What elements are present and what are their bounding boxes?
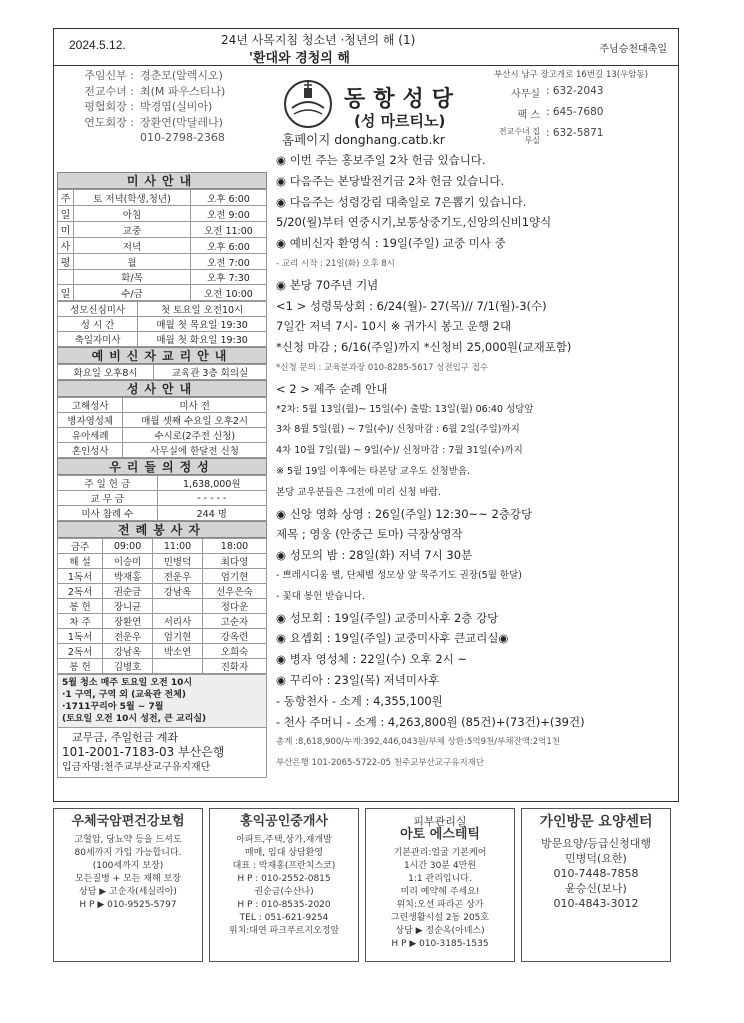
feast-day: 주님승천대축일 (599, 44, 667, 55)
table-row: 성 시 간 매월 첫 목요일 19:30 (58, 317, 267, 332)
account-holder: 입금자명:천주교부산교구유지재단 (62, 762, 211, 773)
catechumen-title: 예비신자교리안내 (57, 347, 267, 364)
table-row: 화요일 오후8시 교육관 3층 회의실 (58, 365, 267, 380)
homepage-link[interactable]: 홈페이지 donghang.catb.kr (282, 132, 445, 147)
cleaning-notice: 5월 청소 매주 토요일 오전 10시 ·1 구역, 구역 외 (교육관 전체) ·1711꾸리아 5월 ~ 7월 (토요일 오전 10시 성전, 큰 교리실) (57, 674, 267, 728)
ad-care-center: 가인방문 요양센터 방문요양/등급신청대행 민병덕(요한) 010-7448-7858 윤승신(보나) 010-4843-3012 (521, 808, 671, 962)
account-number: 101-2001-7183-03 부산은행 (62, 745, 225, 759)
mass-title: 미사안내 (57, 172, 267, 189)
table-row: 화/목 오후 7:30 (58, 270, 267, 285)
catechumen-table (57, 364, 267, 380)
table-row: 고해성사 미사 전 (58, 398, 267, 413)
notice-line: ◉ 병자 영성체 : 22일(수) 오후 2시 ~ (276, 652, 468, 667)
notice-line: 부산은행 101-2065-5722-05 천주교부산교구유지재단 (276, 758, 485, 769)
notice-line: ※ 5월 19일 이후에는 타본당 교우도 신청받음. (276, 465, 471, 477)
special-mass-table (57, 301, 267, 347)
notice-line: <1 > 성령묵상회 : 6/24(월)- 27(목)// 7/1(월)-3(수) (276, 298, 547, 313)
clergy-row: 주임신부 : 경춘모(알렉시오) (84, 69, 223, 82)
year-theme: '환대와 경청의 해 (249, 51, 350, 66)
mass-table (57, 189, 267, 301)
table-row: 1독서 박재홍 전운우 엄기현 (58, 569, 267, 584)
notice-line: 3차 8월 5일(월) ~ 7일(수)/ 신청마감 : 6월 2일(주일)까지 (276, 424, 520, 436)
notice-line: - 꽃대 봉헌 받습니다. (276, 590, 365, 602)
table-row: 교 무 금 - - - - - (58, 491, 267, 506)
sacraments-table (57, 397, 267, 458)
table-row: 2독서 권순금 강남옥 선우은숙 (58, 584, 267, 599)
contact-row: 사무실 : 632-2043 (511, 85, 604, 100)
church-block (282, 72, 486, 150)
header (53, 28, 679, 66)
notices-column (276, 150, 676, 774)
notice-line: ◉ 성모회 : 19일(주일) 교중미사후 2층 강당 (276, 610, 499, 625)
notice-line: *2차: 5월 13일(월)~ 15일(수) 출발: 13일(월) 06:40 성당앞 (276, 403, 534, 415)
notice-line: ◉ 이번 주는 홍보주일 2차 헌금 있습니다. (276, 153, 486, 167)
clergy-row: 010-2798-2368 (140, 131, 225, 144)
account-block (57, 728, 267, 778)
table-row: 봉 헌 김병호 진화자 (58, 659, 267, 674)
table-row: 봉 헌 장니균 정다운 (58, 599, 267, 614)
table-row: 미사 참례 수 244 명 (58, 506, 267, 521)
table-row: 일 수/금 오전 10:00 (58, 285, 267, 301)
table-row: 성모신심미사 첫 토요일 오전10시 (58, 302, 267, 317)
left-column (57, 172, 267, 778)
liturgy-table (57, 538, 267, 674)
ad-skincare: 피부관리실 아토 에스테틱 기본관리:얼굴 기본케어 1시간 30분 4만원 1:1 관리입니다. 미리 예약해 주세요! 위치:오션 파라곤 상가 그린생활시설 2동 205호 상담 ▶ 정순옥(아녜스) H P ▶ 010-3185-1535 (365, 808, 515, 962)
ad-title: 우체국암편건강보험 (71, 814, 185, 829)
notice-line: - 동항천사 - 소계 : 4,355,100원 (276, 693, 443, 708)
table-row: 혼인성사 사무실에 한달전 신청 (58, 443, 267, 458)
notice-line: ◉ 다음주는 본당발전기금 2차 헌금 있습니다. (276, 173, 505, 188)
notice-line: *신청 마감 ; 6/16(주일)까지 *신청비 25,000원(교재포함) (276, 340, 572, 355)
ad-title: 홍익공인중개사 (240, 814, 328, 829)
notice-line: ◉ 예비신자 환영식 : 19일(주일) 교중 미사 중 (276, 236, 506, 251)
notice-line: ◉ 신앙 영화 상영 : 26일(주일) 12:30~~ 2층강당 (276, 506, 533, 521)
table-row: 해 설 이승미 민병덕 최다영 (58, 554, 267, 569)
clergy-list (62, 68, 272, 146)
clergy-row: 연도회장 : 장환연(막달레나) (84, 115, 223, 129)
account-title: 교무금, 주일헌금 계좌 (72, 731, 179, 744)
pastoral-theme: 24년 사목지침 청소년 ·청년의 해 (1) (221, 33, 416, 47)
notice-line: ◉ 요셉회 : 19일(주일) 교중미사후 큰교리실◉ (276, 631, 509, 646)
table-row: 사 저녁 오후 6:00 (58, 238, 267, 254)
table-row: 2독서 강남옥 박소연 오희숙 (58, 644, 267, 659)
church-address: 부산시 남구 장고개로 16번길 13(우암동) (494, 70, 649, 80)
ad-subtitle: 피부관리실 (413, 815, 467, 828)
notice-line: - 천사 주머니 - 소계 : 4,263,800원 (85건)+(73건)+(39건) (276, 714, 585, 729)
notice-line: *신청 문의 : 교육분과장 010-8285-5617 성전입구 접수 (276, 362, 489, 373)
notice-line: < 2 > 제주 순례 안내 (276, 381, 388, 396)
liturgy-title: 전례봉사자 (57, 521, 267, 538)
notice-line: ◉ 성모의 밤 : 28일(화) 저녁 7시 30분 (276, 548, 473, 563)
table-row: 일 아침 오전 9:00 (58, 206, 267, 222)
clergy-row: 전교수녀 : 최(M 파우스티나) (84, 84, 226, 98)
table-row: 차 주 장환연 서리사 고순자 (58, 614, 267, 629)
notice-line: ◉ 다음주는 성령강림 대축일로 7은뽑기 있습니다. (276, 194, 527, 209)
notice-line: - 교리 시작 : 21일(화) 오후 8시 (276, 258, 395, 269)
contact-row: 팩 스 : 645-7680 (517, 106, 604, 121)
finance-table (57, 475, 267, 521)
patron-saint: (성 마르티노) (354, 112, 446, 130)
notice-line: 4차 10월 7일(월) ~ 9일(수)/ 신청마감 : 7월 31일(수)까지 (276, 445, 523, 457)
contact-row: 전교수녀 집무실 : 632-5871 (498, 127, 604, 145)
notice-line: 총계 :8,618,900/누계:392,446,043원/부채 상환:5억9천/부채잔액:2억1천 (276, 737, 561, 748)
notice-line: 5/20(월)부터 연중시기,보통상중기도,신앙의신비1양식 (276, 215, 552, 230)
finance-title: 우리들의정성 (57, 458, 267, 475)
table-row: 축일자미사 매월 첫 화요일 19:30 (58, 332, 267, 347)
notice-line: 본당 교우분들은 그전에 미리 신청 바람. (276, 486, 441, 498)
table-header-row: 금주 09:00 11:00 18:00 (58, 539, 267, 554)
table-row: 미 교중 오전 11:00 (58, 222, 267, 238)
ad-insurance: 우체국암편건강보험 고혈압, 당뇨약 등을 드셔도 80세까지 가입 가능합니다. (100세까지 보장) 모든질병 + 모든 재해 보장 상담 ▶ 고순자(세실리아) H P ▶ 010-9525-5797 (53, 808, 203, 962)
table-row: 주 토 저녁(학생,청년) 오후 6:00 (58, 190, 267, 206)
notice-line: ◉ 꾸리아 : 23일(목) 저녁미사후 (276, 672, 440, 687)
ad-realty: 홍익공인중개사 아파트,주택,상가,재개발 매매, 임대 상담환영 대표 : 박재홍(프란치스코) H P : 010-2552-0815 권순금(수산나) H P : 010-8535-2020 TEL : 051-621-9254 위치:대연 파크푸르지오정앞 (209, 808, 359, 962)
table-row: 주 일 헌 금 1,638,000원 (58, 476, 267, 491)
ad-title: 아토 에스테틱 (400, 827, 480, 842)
table-row: 평 월 오전 7:00 (58, 254, 267, 270)
notice-line: ◉ 본당 70주년 기념 (276, 277, 379, 292)
notice-line: 제목 ; 영웅 (안중근 토마) 극장상영작 (276, 527, 463, 542)
table-row: 1독서 전운우 엄기현 강옥련 (58, 629, 267, 644)
ads-row (53, 808, 679, 962)
table-row: 유아세례 수시로(2주전 신청) (58, 428, 267, 443)
bulletin-date: 2024.5.12. (69, 38, 126, 52)
table-row: 병자영성체 매월 셋째 수요일 오후2시 (58, 413, 267, 428)
ad-title: 가인방문 요양센터 (539, 814, 653, 830)
sacraments-title: 성사안내 (57, 380, 267, 397)
clergy-row: 평협회장 : 박경엽(실비아) (84, 100, 213, 113)
notice-line: - 쁘레시디움 별, 단체별 성모상 앞 묵주기도 권장(5월 한달) (276, 569, 522, 581)
church-logo-icon (282, 78, 334, 130)
contact-block (494, 68, 674, 151)
notice-line: 7일간 저녁 7시- 10시 ※ 귀가시 봉고 운행 2대 (276, 319, 512, 334)
church-name: 동항성당 (344, 87, 462, 112)
